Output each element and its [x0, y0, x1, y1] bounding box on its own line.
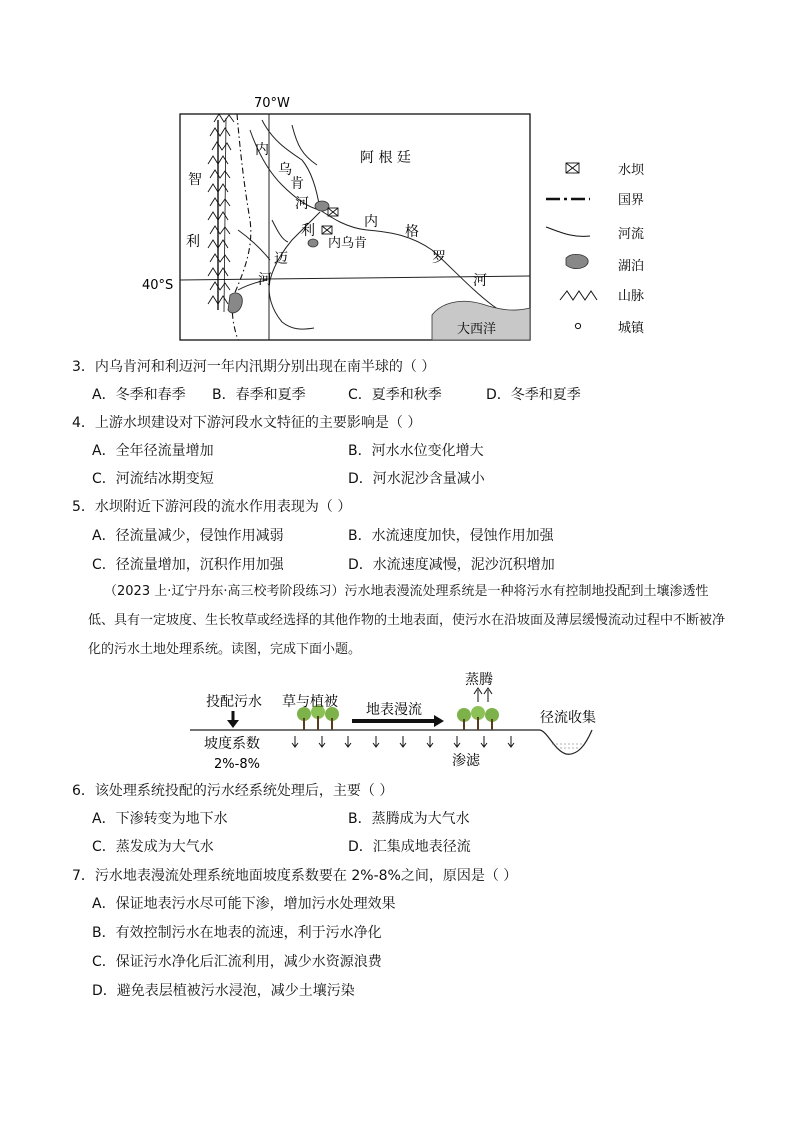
overflow-arrow-icon	[352, 719, 436, 723]
legend-label-river: 河流	[618, 227, 645, 242]
lake-icon	[315, 201, 329, 211]
question-5-option-b[interactable]: B．水流速度加快，侵蚀作用加强	[348, 528, 554, 544]
question-3-stem: 3．内乌肯河和利迈河一年内汛期分别出现在南半球的（ ）	[72, 359, 436, 375]
country-label-chile-1: 智	[188, 172, 202, 188]
town-icon	[575, 323, 580, 328]
lake-icon	[308, 239, 318, 247]
question-6-option-d[interactable]: D．汇集成地表径流	[348, 839, 471, 855]
question-6-option-a[interactable]: A．下渗转变为地下水	[92, 811, 228, 827]
question-4-stem: 4．上游水坝建设对下游河段水文特征的主要影响是（ ）	[72, 415, 422, 431]
intro-source: （2023 上·辽宁丹东·高三校考阶段练习）	[104, 584, 345, 599]
evaporation-arrow-icon	[484, 688, 492, 702]
legend-label-dam: 水坝	[618, 163, 645, 178]
question-3-option-d[interactable]: D．冬季和夏季	[486, 387, 581, 403]
vegetation-right-icon	[457, 706, 499, 730]
dam-icon	[322, 226, 332, 234]
country-label-chile-2: 利	[186, 234, 200, 250]
label-collect: 径流收集	[540, 710, 596, 726]
question-7-option-c[interactable]: C．保证污水净化后汇流利用，减少水资源浪费	[92, 954, 382, 970]
feed-arrow-head	[227, 720, 239, 728]
longitude-label: 70°W	[254, 96, 290, 111]
river-label-negro-4: 河	[473, 273, 487, 289]
river-label-limay-1: 利	[301, 223, 315, 239]
lake-icon	[228, 293, 242, 313]
river-label-limay-2: 迈	[274, 251, 288, 267]
overflow-arrow-head	[434, 715, 444, 727]
country-label-argentina: 阿 根 廷	[360, 150, 411, 166]
map-legend	[546, 162, 645, 336]
question-7-stem: 7．污水地表漫流处理系统地面坡度系数要在 2%-8%之间，原因是（ ）	[72, 868, 518, 884]
question-6-option-b[interactable]: B．蒸腾成为大气水	[348, 811, 470, 827]
mountain-range-icon	[208, 114, 234, 312]
question-5-stem: 5．水坝附近下游河段的流水作用表现为（ ）	[72, 499, 352, 515]
river-map-figure	[142, 90, 672, 350]
river-label-limay-3: 河	[258, 272, 272, 288]
intro-text: 污水地表漫流处理系统是一种将污水有控制地投配到土壤渗透性低、具有一定坡度、生长牧草或经选择的其他作物的土地表面，使污水在沿坡面及薄层缓慢流动过程中不断被净化的污水土地处理系统。读图，完成下面小题。	[88, 584, 726, 657]
question-6-stem: 6．该处理系统投配的污水经系统处理后，主要（ ）	[72, 783, 394, 799]
collection-pit	[540, 730, 592, 754]
question-3-option-a[interactable]: A．冬季和春季	[92, 387, 186, 403]
latitude-label: 40°S	[142, 278, 174, 293]
question-7-option-a[interactable]: A．保证地表污水尽可能下渗，增加污水处理效果	[92, 896, 396, 912]
legend-label-lake: 湖泊	[618, 259, 645, 274]
question-7-option-d[interactable]: D．避免表层植被污水浸泡，减少土壤污染	[92, 983, 355, 999]
dam-icon	[328, 208, 338, 216]
legend-label-border: 国界	[618, 193, 645, 208]
dam-group	[322, 208, 338, 234]
label-feed: 投配污水	[206, 694, 262, 710]
dam-icon	[566, 163, 579, 173]
river-label-negro-1: 内	[364, 214, 378, 230]
label-slope-range: 2%-8%	[214, 757, 260, 772]
river-label-neuquen-2: 乌	[278, 162, 292, 178]
question-5-option-d[interactable]: D．水流速度减慢，泥沙沉积增加	[348, 557, 555, 573]
overland-flow-diagram	[182, 668, 622, 776]
river-icon	[546, 227, 590, 236]
question-4-option-d[interactable]: D．河水泥沙含量减小	[348, 471, 485, 487]
question-5-option-c[interactable]: C．径流量增加，沉积作用加强	[92, 557, 284, 573]
label-slope: 坡度系数	[204, 736, 260, 752]
river-label-neuquen-4: 河	[295, 196, 309, 212]
question-3-option-c[interactable]: C．夏季和秋季	[348, 387, 442, 403]
mountain-icon	[560, 291, 597, 300]
river-label-neuquen-3: 肯	[290, 176, 304, 192]
lake-icon	[566, 254, 588, 268]
label-grass: 草与植被	[282, 694, 338, 710]
legend-label-mountain: 山脉	[618, 289, 645, 304]
river-label-negro-3: 罗	[432, 250, 446, 266]
label-seep: 渗滤	[452, 753, 480, 769]
river-label-negro-2: 格	[405, 224, 419, 240]
question-4-option-c[interactable]: C．河流结冰期变短	[92, 471, 214, 487]
river-label-neuquen-1: 内	[255, 142, 269, 158]
intro-paragraph	[88, 577, 728, 664]
question-6-option-c[interactable]: C．蒸发成为大气水	[92, 839, 214, 855]
question-7-option-b[interactable]: B．有效控制污水在地表的流速，利于污水净化	[92, 925, 382, 941]
question-5-option-a[interactable]: A．径流量减少，侵蚀作用减弱	[92, 528, 284, 544]
question-4-option-a[interactable]: A．全年径流量增加	[92, 443, 214, 459]
label-overflow: 地表漫流	[366, 702, 422, 718]
evaporation-arrow-icon	[474, 688, 482, 702]
town-label-neuquen: 内乌肯	[328, 236, 368, 251]
legend-label-town: 城镇	[618, 321, 645, 336]
ocean-label: 大西洋	[457, 322, 497, 337]
question-4-option-b[interactable]: B．河水水位变化增大	[348, 443, 484, 459]
label-evaporation: 蒸腾	[465, 672, 493, 688]
seepage-arrows-icon	[292, 736, 514, 747]
question-3-option-b[interactable]: B．春季和夏季	[212, 387, 306, 403]
